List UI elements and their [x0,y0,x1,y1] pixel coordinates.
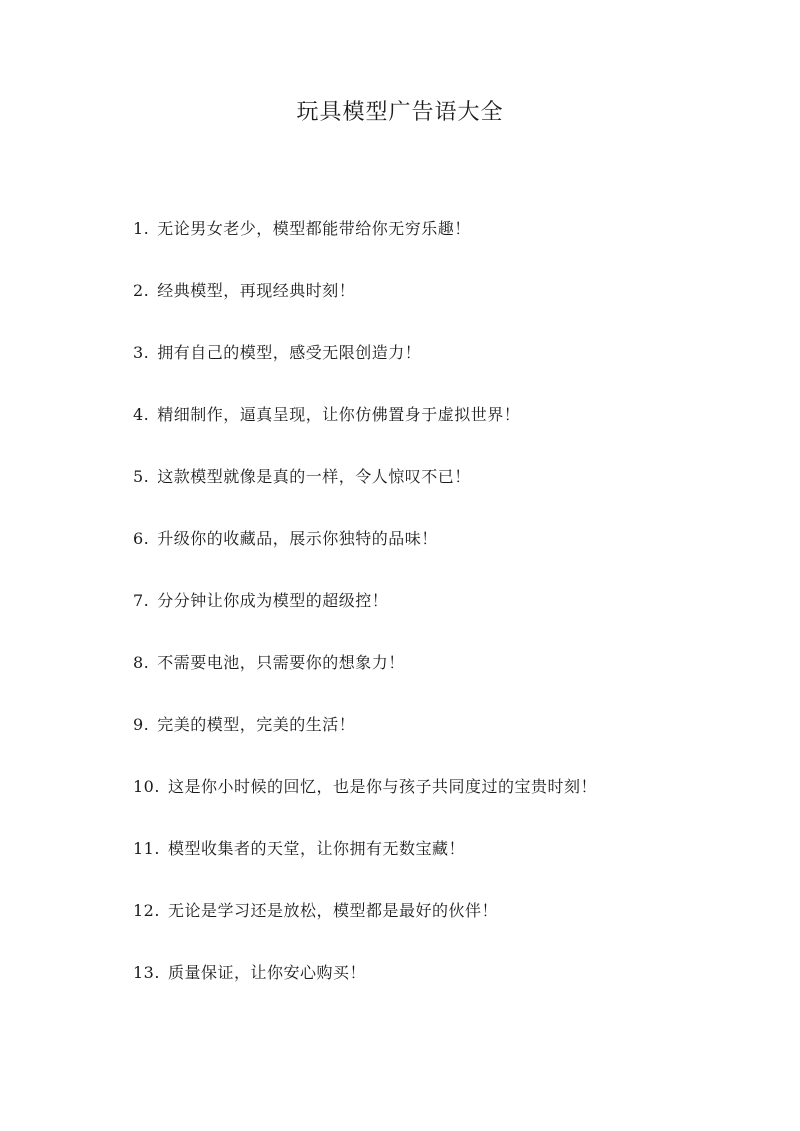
item-number: 2. [133,281,150,300]
list-item [133,274,773,336]
list-item [133,832,773,894]
page-title: 玩具模型广告语大全 [296,100,504,125]
item-text: 这是你小时候的回忆，也是你与孩子共同度过的宝贵时刻！ [167,777,597,796]
item-text: 无论男女老少，模型都能带给你无穷乐趣！ [157,219,471,238]
item-number: 6. [133,529,150,548]
item-number: 13. [133,963,160,982]
item-text: 经典模型，再现经典时刻！ [157,281,356,300]
item-number: 8. [133,653,150,672]
list-item [133,770,773,832]
list-item [133,584,773,646]
item-number: 11. [133,839,160,858]
item-text: 完美的模型，完美的生活！ [157,715,356,734]
item-number: 12. [133,901,160,920]
list-item [133,646,773,708]
list-item [133,398,773,460]
item-number: 7. [133,591,150,610]
list-item [133,956,773,1018]
item-number: 4. [133,405,150,424]
item-text: 模型收集者的天堂，让你拥有无数宝藏！ [167,839,465,858]
item-text: 分分钟让你成为模型的超级控！ [157,591,389,610]
item-text: 精细制作，逼真呈现，让你仿佛置身于虚拟世界！ [157,405,521,424]
list-item [133,522,773,584]
list-item [133,212,773,274]
item-number: 5. [133,467,150,486]
item-number: 9. [133,715,150,734]
item-text: 升级你的收藏品，展示你独特的品味！ [157,529,438,548]
item-number: 10. [133,777,160,796]
item-text: 这款模型就像是真的一样，令人惊叹不已！ [157,467,471,486]
item-text: 无论是学习还是放松，模型都是最好的伙伴！ [167,901,498,920]
list-item [133,336,773,398]
item-number: 3. [133,343,150,362]
item-number: 1. [133,219,150,238]
item-text: 不需要电池，只需要你的想象力！ [157,653,405,672]
list-item [133,708,773,770]
item-text: 质量保证，让你安心购买！ [167,963,366,982]
list-item [133,894,773,956]
list-item [133,460,773,522]
item-text: 拥有自己的模型，感受无限创造力！ [157,343,422,362]
slogan-list [133,212,773,1018]
